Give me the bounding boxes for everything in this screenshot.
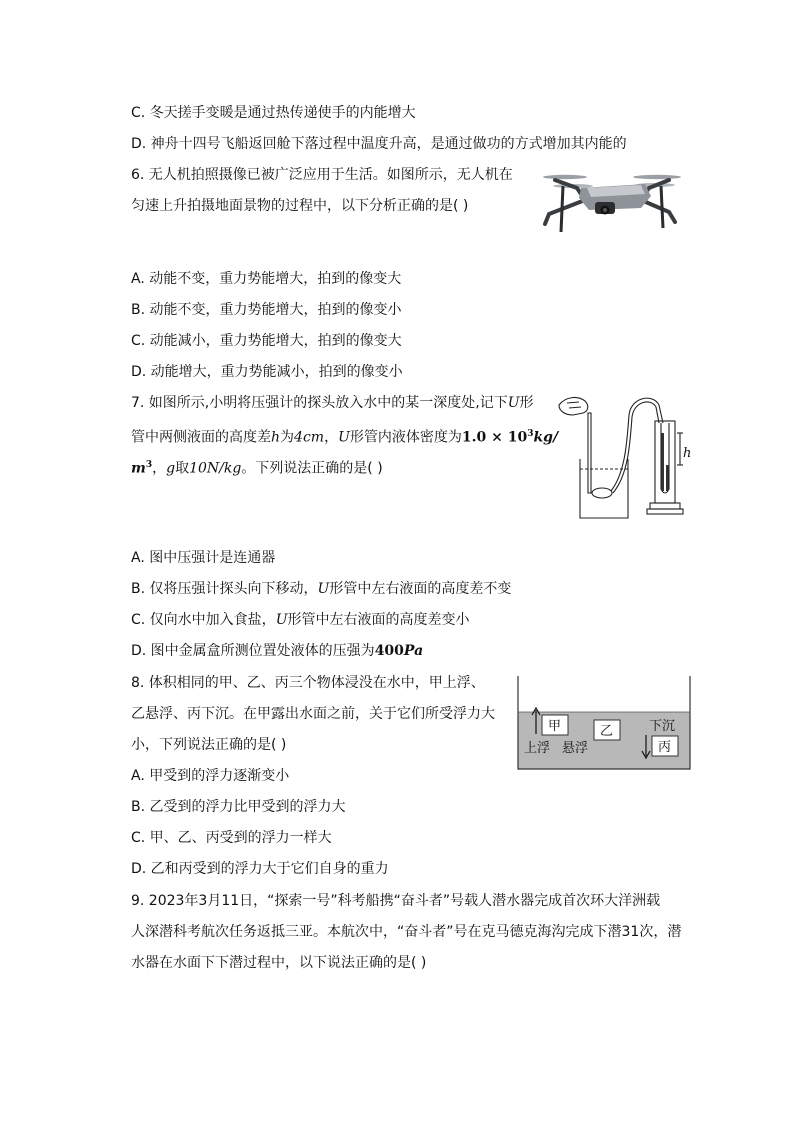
q6-stem-line1: 6. 无人机拍照摄像已被广泛应用于生活。如图所示，无人机在 [131,167,513,183]
q7-stem-line2: 管中两侧液面的高度差h为4cm，U形管内液体密度为$1.0 \times 10^3kg/$ [131,429,559,446]
drone-image [537,166,690,234]
q6-option-c: C. 动能减小，重力势能增大，拍到的像变大 [131,333,402,349]
q8-stem-line1: 8. 体积相同的甲、乙、丙三个物体浸没在水中，甲上浮、 [131,675,485,691]
q9-stem-line1: 9. 2023年3月11日，“探索一号”科考船携“奋斗者”号载人潜水器完成首次环大洋洲载 [131,893,661,909]
q9-stem-line3: 水器在水面下下潜过程中，以下说法正确的是( ) [131,955,427,971]
q8-stem-line3: 小，下列说法正确的是( ) [131,737,287,753]
q6-option-d: D. 动能增大，重力势能减小，拍到的像变小 [131,364,403,380]
label-suspend: 悬浮 [562,741,589,756]
q7-option-d: D. 图中金属盒所测位置处液体的压强为400Pa [131,643,424,659]
q7-option-a: A. 图中压强计是连通器 [131,550,276,566]
label-float-up: 上浮 [524,741,551,756]
q8-stem-line2: 乙悬浮、丙下沉。在甲露出水面之前，关于它们所受浮力大 [131,706,495,722]
q6-stem-line2: 匀速上升拍摄地面景物的过程中，以下分析正确的是( ) [131,198,469,214]
q8-option-c: C. 甲、乙、丙受到的浮力一样大 [131,830,332,846]
option-c-prev: C. 冬天搓手变暖是通过热传递使手的内能增大 [131,105,416,121]
buoyancy-figure [515,674,693,772]
object-jia-label: 甲 [548,719,562,734]
q8-option-a: A. 甲受到的浮力逐渐变小 [131,768,290,784]
q7-option-c: C. 仅向水中加入食盐，U形管中左右液面的高度差变小 [131,612,470,628]
q8-option-d: D. 乙和丙受到的浮力大于它们自身的重力 [131,861,389,877]
q8-option-b: B. 乙受到的浮力比甲受到的浮力大 [131,799,346,815]
q6-option-a: A. 动能不变，重力势能增大，拍到的像变大 [131,271,402,287]
q9-stem-line2: 人深潜科考航次任务返抵三亚。本航次中，“奋斗者”号在克马德克海沟完成下潜31次，潜 [131,924,682,940]
option-d-prev: D. 神舟十四号飞船返回舱下落过程中温度升高，是通过做功的方式增加其内能的 [131,136,627,152]
q7-stem-line3: $m^3$，g取10N/kg。下列说法正确的是( ) [131,460,383,477]
q7-stem-line1: 7. 如图所示,小明将压强计的探头放入水中的某一深度处,记下U形 [131,395,534,411]
gauge-h-label: h [683,446,692,461]
q7-option-b: B. 仅将压强计探头向下移动，U形管中左右液面的高度差不变 [131,581,512,597]
q6-option-b: B. 动能不变，重力势能增大，拍到的像变小 [131,302,402,318]
label-sink: 下沉 [649,719,676,734]
pressure-gauge-figure [555,393,697,521]
object-bing-label: 丙 [658,740,672,755]
object-yi-label: 乙 [600,724,614,739]
